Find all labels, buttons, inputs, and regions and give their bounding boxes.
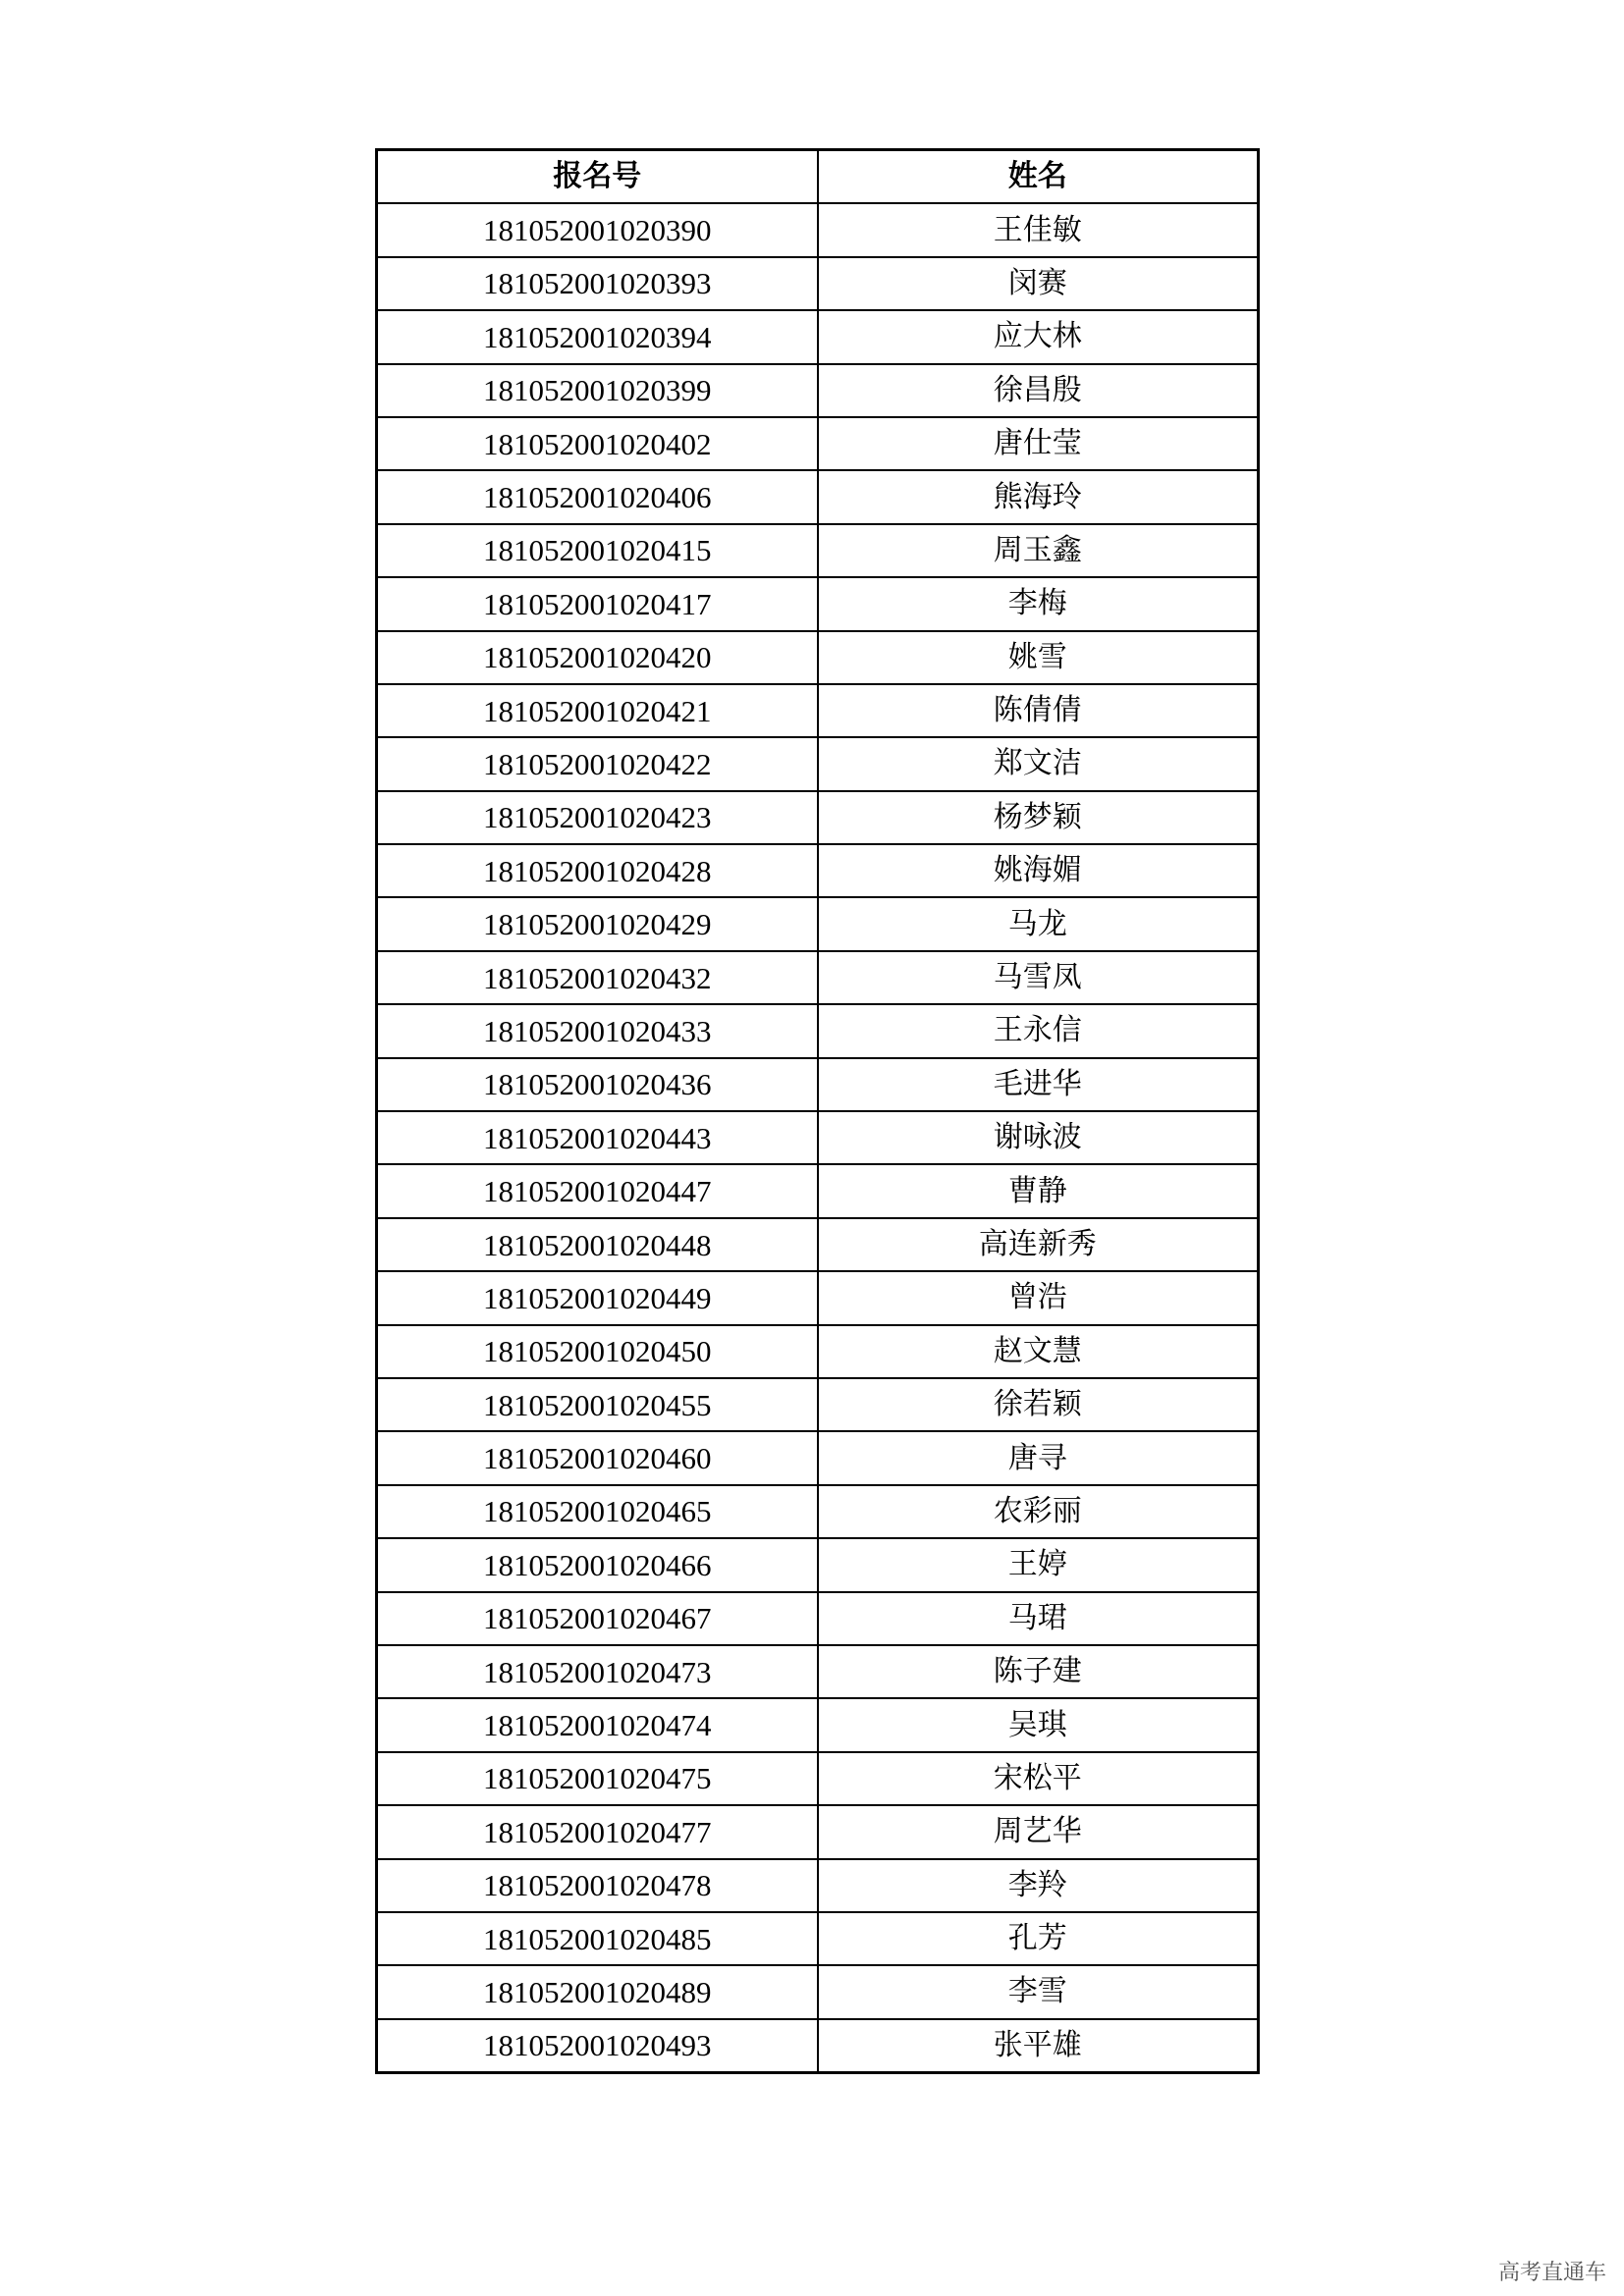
name-cell: 唐仕莹 [818,417,1259,470]
name-cell: 孔芳 [818,1912,1259,1965]
name-cell: 毛进华 [818,1058,1259,1111]
table-row [377,1698,1259,1751]
table-row [377,1912,1259,1965]
registration-number-cell: 181052001020465 [377,1485,818,1538]
table-row [377,524,1259,577]
registration-number-cell: 181052001020467 [377,1592,818,1645]
registration-number-cell: 181052001020474 [377,1698,818,1751]
table-row [377,1592,1259,1645]
table-row [377,1218,1259,1271]
registration-number-cell: 181052001020436 [377,1058,818,1111]
registration-number-cell: 181052001020443 [377,1111,818,1164]
name-cell: 吴琪 [818,1698,1259,1751]
registration-number-cell: 181052001020428 [377,844,818,897]
name-cell: 陈倩倩 [818,684,1259,737]
table-row [377,1859,1259,1912]
registration-number-cell: 181052001020432 [377,951,818,1004]
table-row [377,951,1259,1004]
table-row [377,684,1259,737]
name-cell: 陈子建 [818,1645,1259,1698]
registration-number-cell: 181052001020433 [377,1004,818,1057]
table-row [377,1325,1259,1378]
table-row [377,2019,1259,2073]
registration-number-cell: 181052001020493 [377,2019,818,2073]
table-row [377,1378,1259,1431]
table-row [377,1805,1259,1858]
registration-number-cell: 181052001020447 [377,1164,818,1217]
table-row [377,737,1259,790]
table-row [377,577,1259,630]
registration-number-cell: 181052001020393 [377,257,818,310]
registration-number-cell: 181052001020406 [377,470,818,523]
registration-number-cell: 181052001020449 [377,1271,818,1324]
table-row [377,203,1259,256]
name-cell: 熊海玲 [818,470,1259,523]
name-cell: 周艺华 [818,1805,1259,1858]
registration-number-cell: 181052001020417 [377,577,818,630]
name-cell: 姚海媚 [818,844,1259,897]
table-row [377,1752,1259,1805]
name-cell: 徐若颖 [818,1378,1259,1431]
table-row [377,1111,1259,1164]
table-row [377,470,1259,523]
header-registration-number: 报名号 [377,150,818,204]
registration-number-cell: 181052001020485 [377,1912,818,1965]
table-row [377,844,1259,897]
name-cell: 应大林 [818,310,1259,363]
name-cell: 闵赛 [818,257,1259,310]
registration-number-cell: 181052001020466 [377,1538,818,1591]
table-row [377,1431,1259,1484]
name-cell: 曾浩 [818,1271,1259,1324]
registration-number-cell: 181052001020423 [377,791,818,844]
table-row [377,310,1259,363]
name-cell: 郑文洁 [818,737,1259,790]
registration-number-cell: 181052001020473 [377,1645,818,1698]
table-row [377,1538,1259,1591]
name-cell: 马雪凤 [818,951,1259,1004]
registration-number-cell: 181052001020422 [377,737,818,790]
name-cell: 李羚 [818,1859,1259,1912]
header-name: 姓名 [818,150,1259,204]
name-cell: 马龙 [818,897,1259,950]
name-cell: 赵文慧 [818,1325,1259,1378]
watermark: 高考直通车 [1497,2261,1606,2285]
table-row [377,791,1259,844]
registration-number-cell: 181052001020460 [377,1431,818,1484]
name-cell: 高连新秀 [818,1218,1259,1271]
registration-number-cell: 181052001020429 [377,897,818,950]
registration-number-cell: 181052001020489 [377,1965,818,2018]
name-cell: 王永信 [818,1004,1259,1057]
table-row [377,1485,1259,1538]
table-row [377,1645,1259,1698]
table-row [377,631,1259,684]
table-row [377,1965,1259,2018]
name-cell: 谢咏波 [818,1111,1259,1164]
name-cell: 张平雄 [818,2019,1259,2073]
name-cell: 曹静 [818,1164,1259,1217]
candidate-table [375,148,1260,2074]
name-cell: 唐寻 [818,1431,1259,1484]
name-cell: 杨梦颖 [818,791,1259,844]
registration-number-cell: 181052001020394 [377,310,818,363]
table-row [377,417,1259,470]
table-row [377,364,1259,417]
name-cell: 李梅 [818,577,1259,630]
table-row [377,1058,1259,1111]
registration-number-cell: 181052001020455 [377,1378,818,1431]
name-cell: 王婷 [818,1538,1259,1591]
name-cell: 王佳敏 [818,203,1259,256]
name-cell: 李雪 [818,1965,1259,2018]
name-cell: 宋松平 [818,1752,1259,1805]
registration-number-cell: 181052001020402 [377,417,818,470]
name-cell: 马珺 [818,1592,1259,1645]
name-cell: 周玉鑫 [818,524,1259,577]
registration-number-cell: 181052001020390 [377,203,818,256]
table-body [377,203,1259,2072]
name-cell: 农彩丽 [818,1485,1259,1538]
registration-number-cell: 181052001020421 [377,684,818,737]
table-row [377,897,1259,950]
registration-number-cell: 181052001020420 [377,631,818,684]
table-row [377,1271,1259,1324]
table-row [377,1164,1259,1217]
name-cell: 徐昌殷 [818,364,1259,417]
registration-number-cell: 181052001020478 [377,1859,818,1912]
registration-number-cell: 181052001020477 [377,1805,818,1858]
registration-number-cell: 181052001020415 [377,524,818,577]
name-cell: 姚雪 [818,631,1259,684]
table-row [377,257,1259,310]
table-row [377,1004,1259,1057]
table-header-row [377,150,1259,204]
registration-number-cell: 181052001020475 [377,1752,818,1805]
registration-number-cell: 181052001020399 [377,364,818,417]
registration-number-cell: 181052001020450 [377,1325,818,1378]
registration-number-cell: 181052001020448 [377,1218,818,1271]
